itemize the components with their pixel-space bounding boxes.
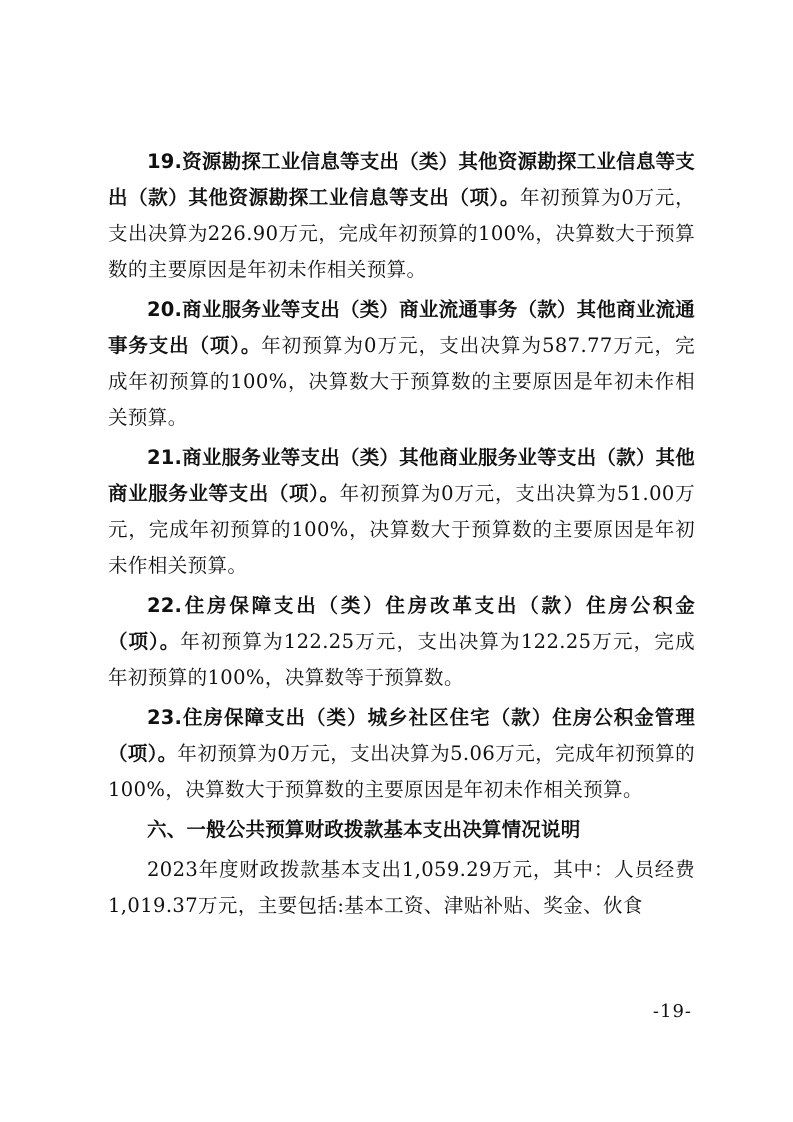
paragraph-heading: 20.商业服务业等支出（类）商业流通事务（款）其他商业流通事务支出（项）。 [108,298,695,357]
paragraph-item-20 [108,292,695,436]
paragraph-text: 年初预算为0万元，支出决算为226.90万元，完成年初预算的100%，决算数大于预算数的主要原因是年初未作相关预算。 [108,186,696,281]
paragraph-item-23 [108,700,695,808]
paragraph-heading: 21.商业服务业等支出（类）其他商业服务业等支出（款）其他商业服务业等支出（项）。 [108,446,695,505]
paragraph-item-19 [108,144,695,288]
document-body [108,144,695,928]
paragraph-heading: 19.资源勘探工业信息等支出（类）其他资源勘探工业信息等支出（款）其他资源勘探工业信息等支出（项）。 [108,150,695,209]
paragraph-heading: 22.住房保障支出（类）住房改革支出（款）住房公积金（项）。 [108,594,695,653]
paragraph-heading: 23.住房保障支出（类）城乡社区住宅（款）住房公积金管理（项）。 [108,706,695,765]
paragraph-text: 年初预算为0万元，支出决算为5.06万元，完成年初预算的100%，决算数大于预算数的主要原因是年初未作相关预算。 [108,742,695,801]
paragraph-item-22 [108,588,695,696]
section-paragraph: 2023年度财政拨款基本支出1,059.29万元，其中：人员经费1,019.37万元，主要包括:基本工资、津贴补贴、奖金、伙食 [108,858,695,917]
paragraph-text: 年初预算为0万元，支出决算为587.77万元，完成年初预算的100%，决算数大于预算数的主要原因是年初未作相关预算。 [108,334,695,429]
paragraph-text: 年初预算为0万元，支出决算为51.00万元，完成年初预算的100%，决算数大于预算数的主要原因是年初未作相关预算。 [108,482,695,577]
section-heading: 六、一般公共预算财政拨款基本支出决算情况说明 [147,818,581,841]
paragraph-item-21 [108,440,695,584]
page-number: -19- [652,1001,692,1022]
paragraph-text: 年初预算为122.25万元，支出决算为122.25万元，完成年初预算的100%，决算数等于预算数。 [108,630,695,689]
